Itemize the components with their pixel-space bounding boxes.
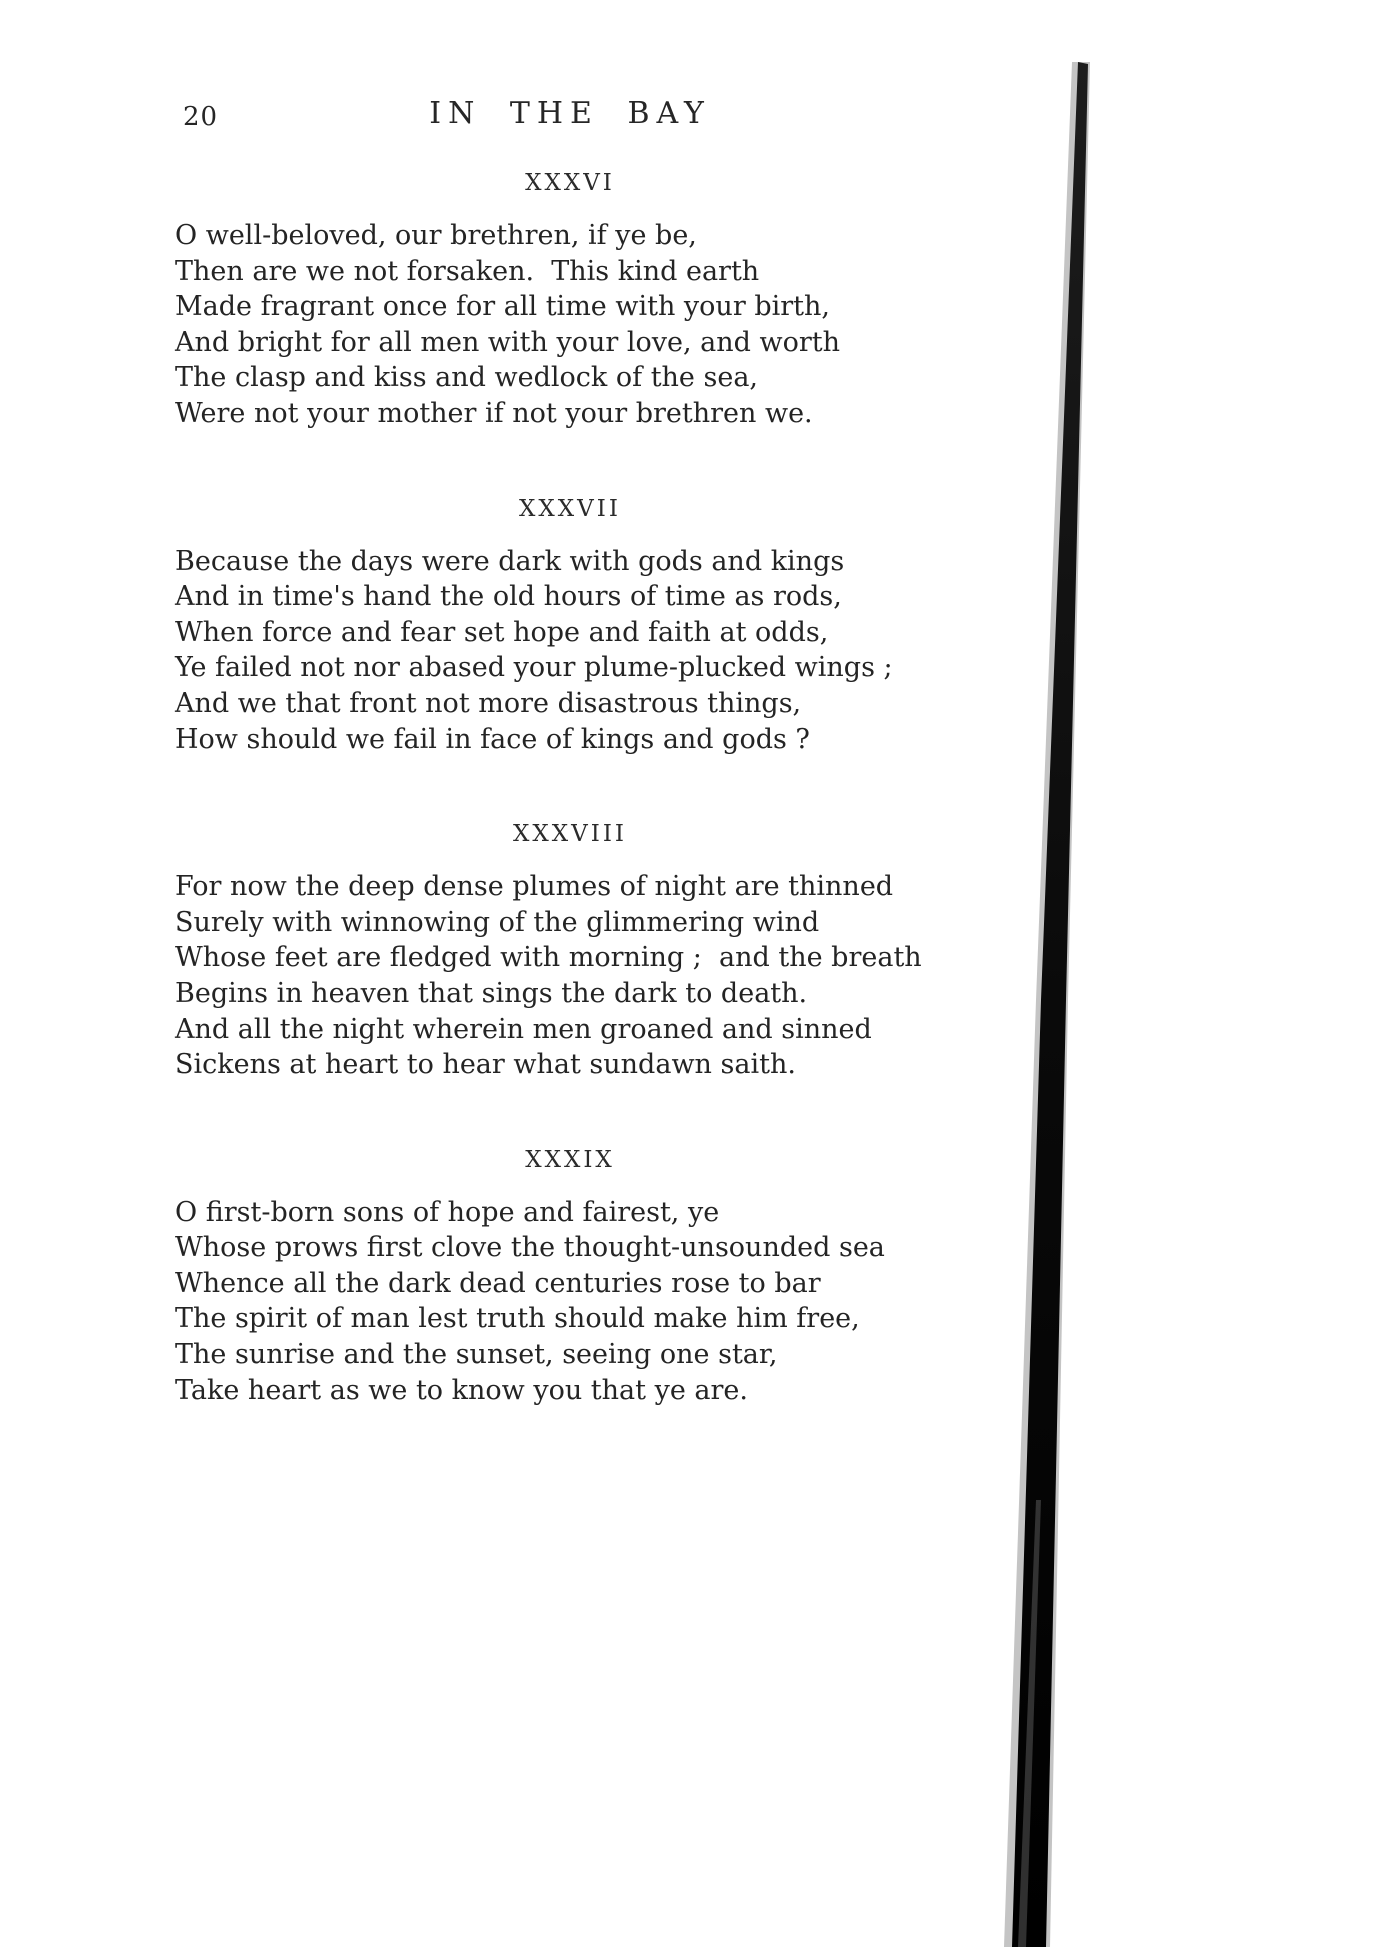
poem-line: Surely with winnowing of the glimmering wind: [175, 906, 820, 938]
stanza: [175, 1195, 965, 1409]
poem-line: Because the days were dark with gods and kings: [175, 545, 845, 577]
page-number: 20: [183, 102, 219, 132]
poem-line: And bright for all men with your love, and worth: [175, 326, 841, 358]
poem-line: Take heart as we to know you that ye are.: [175, 1374, 748, 1406]
poem-line: The spirit of man lest truth should make him free,: [175, 1303, 860, 1335]
poem-line: Then are we not forsaken. This kind earth: [175, 255, 760, 287]
poem-line: Sickens at heart to hear what sundawn saith.: [175, 1049, 796, 1081]
poem-line: Begins in heaven that sings the dark to death.: [175, 977, 808, 1009]
poem-line: O well-beloved, our brethren, if ye be,: [175, 220, 697, 251]
poem-line: The sunrise and the sunset, seeing one star,: [175, 1339, 778, 1371]
poem-line: And in time's hand the old hours of time as rods,: [175, 581, 842, 613]
page-header: [175, 96, 965, 136]
poem-line: When force and fear set hope and faith at odds,: [175, 616, 829, 648]
stanza-numeral: XXXVII: [519, 495, 621, 522]
stanza-numeral: XXXIX: [525, 1146, 615, 1173]
poem-line: And all the night wherein men groaned and sinned: [175, 1013, 872, 1045]
stanza: [175, 544, 965, 758]
stanza-numeral: XXXVI: [525, 170, 615, 196]
stanza: [175, 218, 965, 432]
poem-line: Made fragrant once for all time with your birth,: [175, 291, 830, 323]
poem-line: Whose prows first clove the thought-unsounded sea: [175, 1232, 885, 1264]
stanza-numeral: XXXVIII: [513, 821, 627, 848]
poem-line: O first-born sons of hope and fairest, ye: [175, 1196, 720, 1228]
page-content: [175, 0, 965, 1408]
stanza: [175, 869, 965, 1083]
poem-line: The clasp and kiss and wedlock of the sea,: [175, 362, 759, 394]
poem-line: And we that front not more disastrous things,: [175, 687, 802, 719]
poem-line: Were not your mother if not your brethren we.: [175, 397, 813, 429]
poem-line: For now the deep dense plumes of night are thinned: [175, 871, 894, 903]
page-title: IN THE BAY: [429, 96, 711, 131]
poem-line: Whose feet are fledged with morning ; and the breath: [175, 942, 922, 974]
poem-line: Whence all the dark dead centuries rose to bar: [175, 1267, 821, 1299]
poem-line: Ye failed not nor abased your plume-plucked wings ;: [175, 652, 893, 684]
poem-line: How should we fail in face of kings and gods ?: [175, 723, 810, 755]
